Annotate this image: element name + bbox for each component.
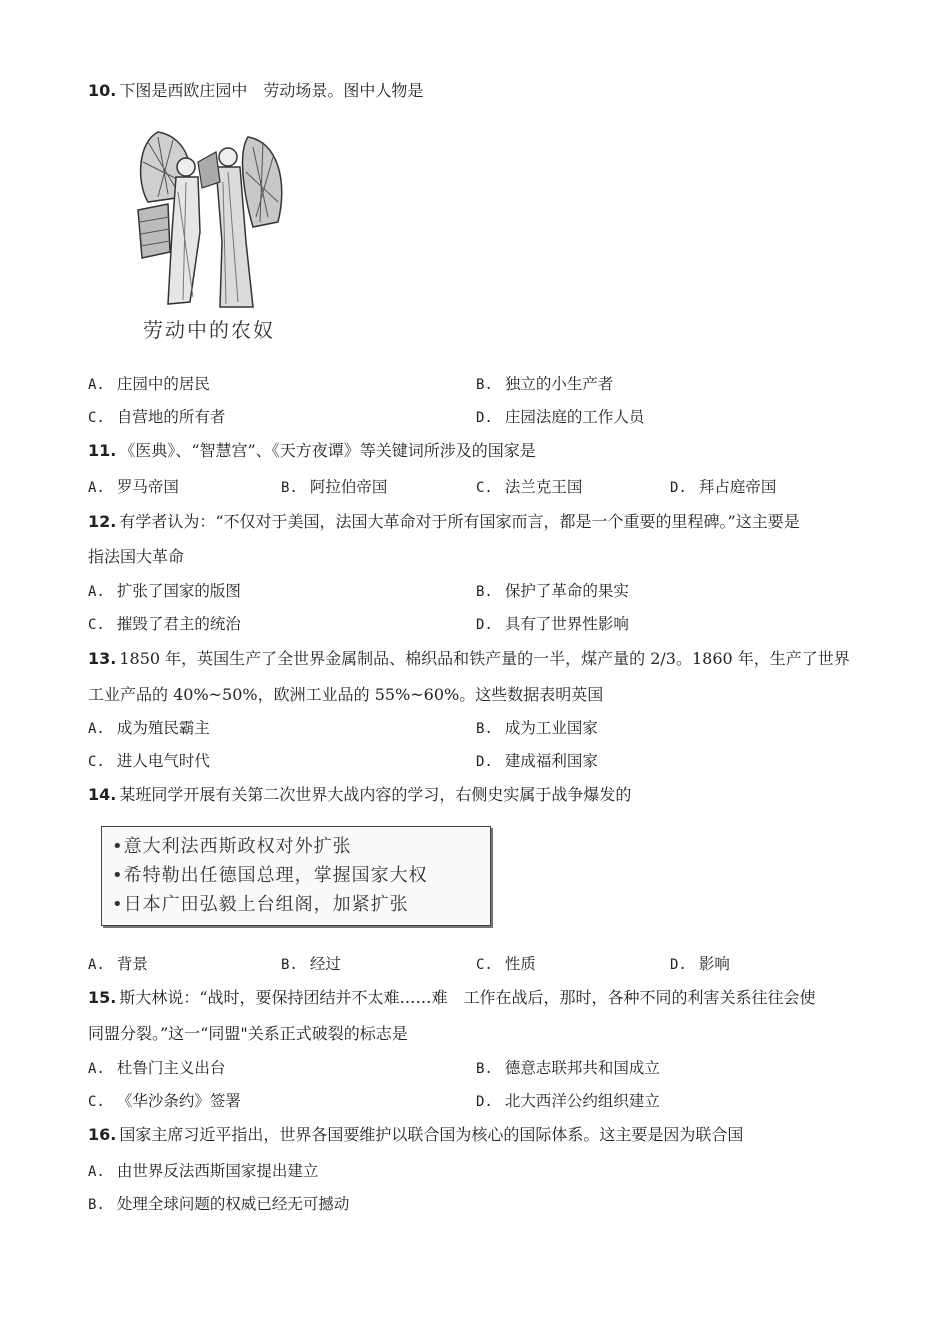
question-text: 有学者认为：“不仅对于美国，法国大革命对于所有国家而言，都是一个重要的里程碑。”这主要是: [119, 512, 800, 531]
option-d[interactable]: D. 具有了世界性影响: [476, 615, 629, 633]
question-15-stem-cont: 同盟分裂。”这一“同盟"关系正式破裂的标志是: [88, 1024, 408, 1043]
option-b[interactable]: B. 经过: [281, 955, 341, 973]
serfs-illustration: [128, 122, 298, 344]
question-text: 下图是西欧庄园中 劳动场景。图中人物是: [119, 81, 424, 100]
option-c[interactable]: C. 性质: [476, 955, 536, 973]
question-text: 国家主席习近平指出，世界各国要维护以联合国为核心的国际体系。这主要是因为联合国: [119, 1125, 744, 1144]
question-12-stem: [88, 512, 800, 532]
option-a[interactable]: A. 由世界反法西斯国家提出建立: [88, 1162, 319, 1180]
fact-line: •意大利法西斯政权对外扩张: [112, 836, 352, 857]
question-number: 14.: [88, 785, 117, 804]
question-text: 1850 年，英国生产了全世界金属制品、棉织品和铁产量的一半，煤产量的 2/3。1860 年，生产了世界: [119, 649, 850, 668]
option-a[interactable]: A. 成为殖民霸主: [88, 719, 210, 737]
question-text: 某班同学开展有关第二次世界大战内容的学习，右侧史实属于战争爆发的: [119, 785, 632, 804]
question-number: 12.: [88, 512, 117, 531]
option-b[interactable]: B. 阿拉伯帝国: [281, 478, 388, 496]
option-a[interactable]: A. 背景: [88, 955, 148, 973]
option-d[interactable]: D. 建成福利国家: [476, 752, 598, 770]
option-b[interactable]: B. 德意志联邦共和国成立: [476, 1059, 660, 1077]
question-10-stem: [88, 81, 423, 101]
figure-caption: 劳动中的农奴: [143, 318, 275, 342]
option-a[interactable]: A. 罗马帝国: [88, 478, 179, 496]
question-text: 《医典》、“智慧宫”、《天方夜谭》等关键词所涉及的国家是: [119, 441, 536, 460]
question-number: 13.: [88, 649, 117, 668]
option-b[interactable]: B. 独立的小生产者: [476, 375, 614, 393]
option-b[interactable]: B. 保护了革命的果实: [476, 582, 629, 600]
fact-line: •日本广田弘毅上台组阁，加紧扩张: [112, 894, 409, 915]
option-d[interactable]: D. 影响: [670, 955, 730, 973]
option-d[interactable]: D. 庄园法庭的工作人员: [476, 408, 645, 426]
option-d[interactable]: D. 北大西洋公约组织建立: [476, 1092, 660, 1110]
question-11-stem: [88, 441, 536, 461]
historical-facts-box: [101, 826, 491, 926]
option-b[interactable]: B. 处理全球问题的权威已经无可撼动: [88, 1195, 350, 1213]
option-a[interactable]: A. 扩张了国家的版图: [88, 582, 241, 600]
option-c[interactable]: C. 法兰克王国: [476, 478, 583, 496]
question-14-stem: [88, 785, 631, 805]
option-c[interactable]: C. 自营地的所有者: [88, 408, 226, 426]
question-16-stem: [88, 1125, 743, 1145]
question-15-stem: [88, 988, 816, 1008]
question-13-stem: [88, 649, 850, 669]
option-a[interactable]: A. 杜鲁门主义出台: [88, 1059, 226, 1077]
option-c[interactable]: C. 摧毁了君主的统治: [88, 615, 241, 633]
option-a[interactable]: A. 庄园中的居民: [88, 375, 210, 393]
serfs-drawing-icon: [128, 122, 298, 312]
question-number: 16.: [88, 1125, 117, 1144]
option-c[interactable]: C. 进人电气时代: [88, 752, 210, 770]
question-number: 10.: [88, 81, 117, 100]
question-number: 11.: [88, 441, 117, 460]
question-13-stem-cont: 工业产品的 40%~50%，欧洲工业品的 55%~60%。这些数据表明英国: [88, 685, 604, 704]
question-12-stem-cont: 指法国大革命: [88, 547, 185, 566]
question-text: 斯大林说：“战时，要保持团结并不太难……难 工作在战后，那时，各种不同的利害关系往往会使: [119, 988, 816, 1007]
question-number: 15.: [88, 988, 117, 1007]
option-c[interactable]: C. 《华沙条约》签署: [88, 1092, 241, 1110]
fact-line: •希特勒出任德国总理，掌握国家大权: [112, 865, 428, 886]
option-b[interactable]: B. 成为工业国家: [476, 719, 598, 737]
option-d[interactable]: D. 拜占庭帝国: [670, 478, 777, 496]
